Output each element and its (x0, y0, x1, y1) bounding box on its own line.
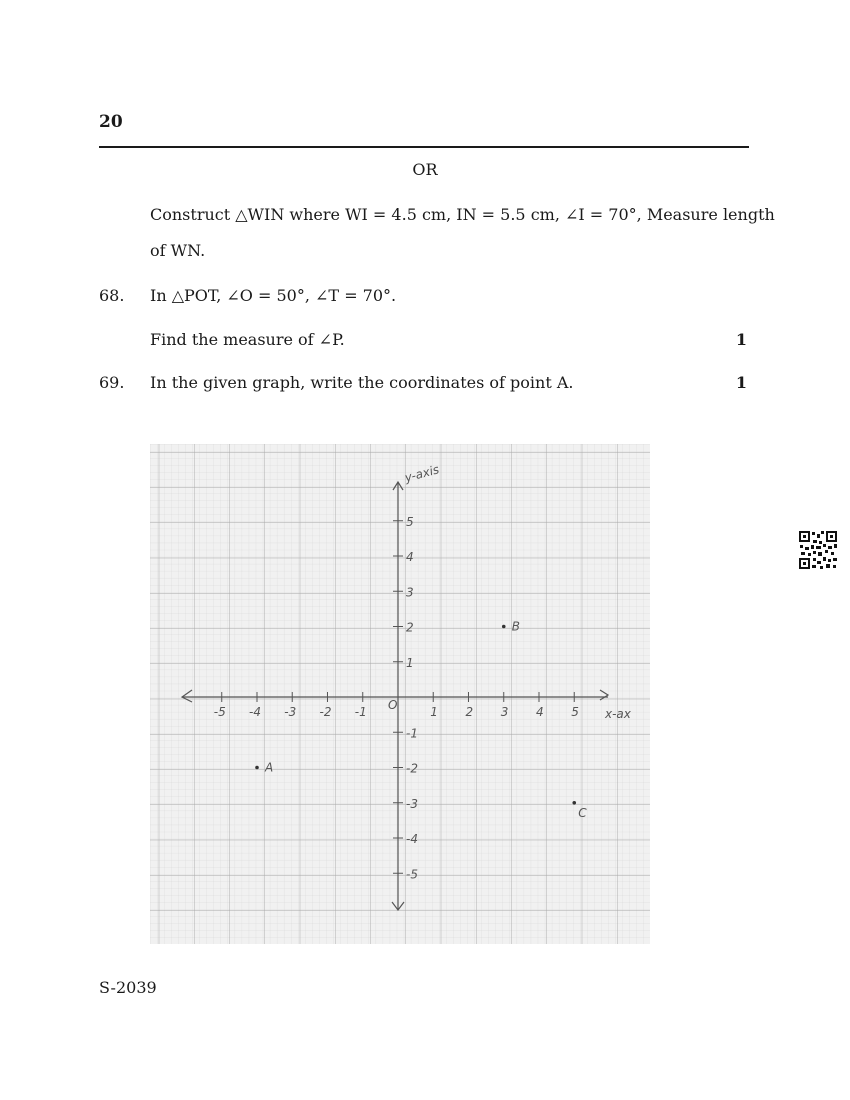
x-tick-label: -3 (284, 705, 297, 719)
point-a-marker (255, 766, 259, 770)
y-tick-label: 5 (406, 514, 414, 529)
coordinate-graph (150, 444, 650, 944)
y-tick-label: -2 (406, 761, 418, 776)
alt-question-line-2: of WN. (150, 241, 206, 260)
question-68-marks: 1 (735, 330, 747, 349)
y-tick-label: 4 (406, 550, 414, 564)
point-c-label: C (578, 805, 587, 820)
point-b-label: B (511, 619, 520, 634)
question-69-number: 69. (99, 373, 125, 392)
x-tick-label: -1 (354, 705, 367, 719)
or-separator: OR (412, 160, 438, 179)
question-69-text: In the given graph, write the coordinates of point A. (150, 373, 574, 392)
x-tick-label: 5 (571, 705, 579, 719)
alt-question-line-1: Construct △WIN where WI = 4.5 cm, IN = 5.5 cm, ∠I = 70°, Measure length (150, 205, 775, 224)
y-tick-label: 3 (406, 585, 414, 600)
x-tick-label: -5 (213, 705, 226, 719)
x-tick-label: 4 (536, 705, 544, 719)
question-68-line-1: In △POT, ∠O = 50°, ∠T = 70°. (150, 286, 397, 305)
origin-label: O (388, 698, 398, 712)
page-number: 20 (99, 112, 123, 132)
y-tick-label: -4 (406, 832, 418, 846)
point-b-marker (502, 625, 506, 629)
header-rule (99, 146, 749, 148)
point-c-marker (572, 801, 576, 805)
x-axis-label: x-ax (605, 707, 631, 721)
x-tick-label: -2 (319, 705, 332, 719)
question-68-number: 68. (99, 286, 125, 305)
y-tick-label: 1 (406, 655, 414, 670)
y-tick-label: -3 (406, 796, 418, 811)
x-tick-label: 1 (430, 705, 438, 719)
y-tick-label: 2 (406, 620, 414, 635)
y-tick-label: -5 (406, 867, 418, 882)
y-axis-label: y-axis (403, 462, 441, 485)
x-tick-label: -4 (249, 705, 261, 719)
x-tick-label: 2 (465, 705, 474, 719)
x-tick-label: 3 (500, 705, 509, 719)
question-68-line-2: Find the measure of ∠P. (150, 330, 345, 349)
qr-code (798, 530, 838, 570)
y-tick-label: -1 (406, 726, 418, 741)
question-69-marks: 1 (735, 373, 747, 392)
footer-code: S-2039 (99, 978, 157, 997)
point-a-label: A (265, 760, 274, 775)
